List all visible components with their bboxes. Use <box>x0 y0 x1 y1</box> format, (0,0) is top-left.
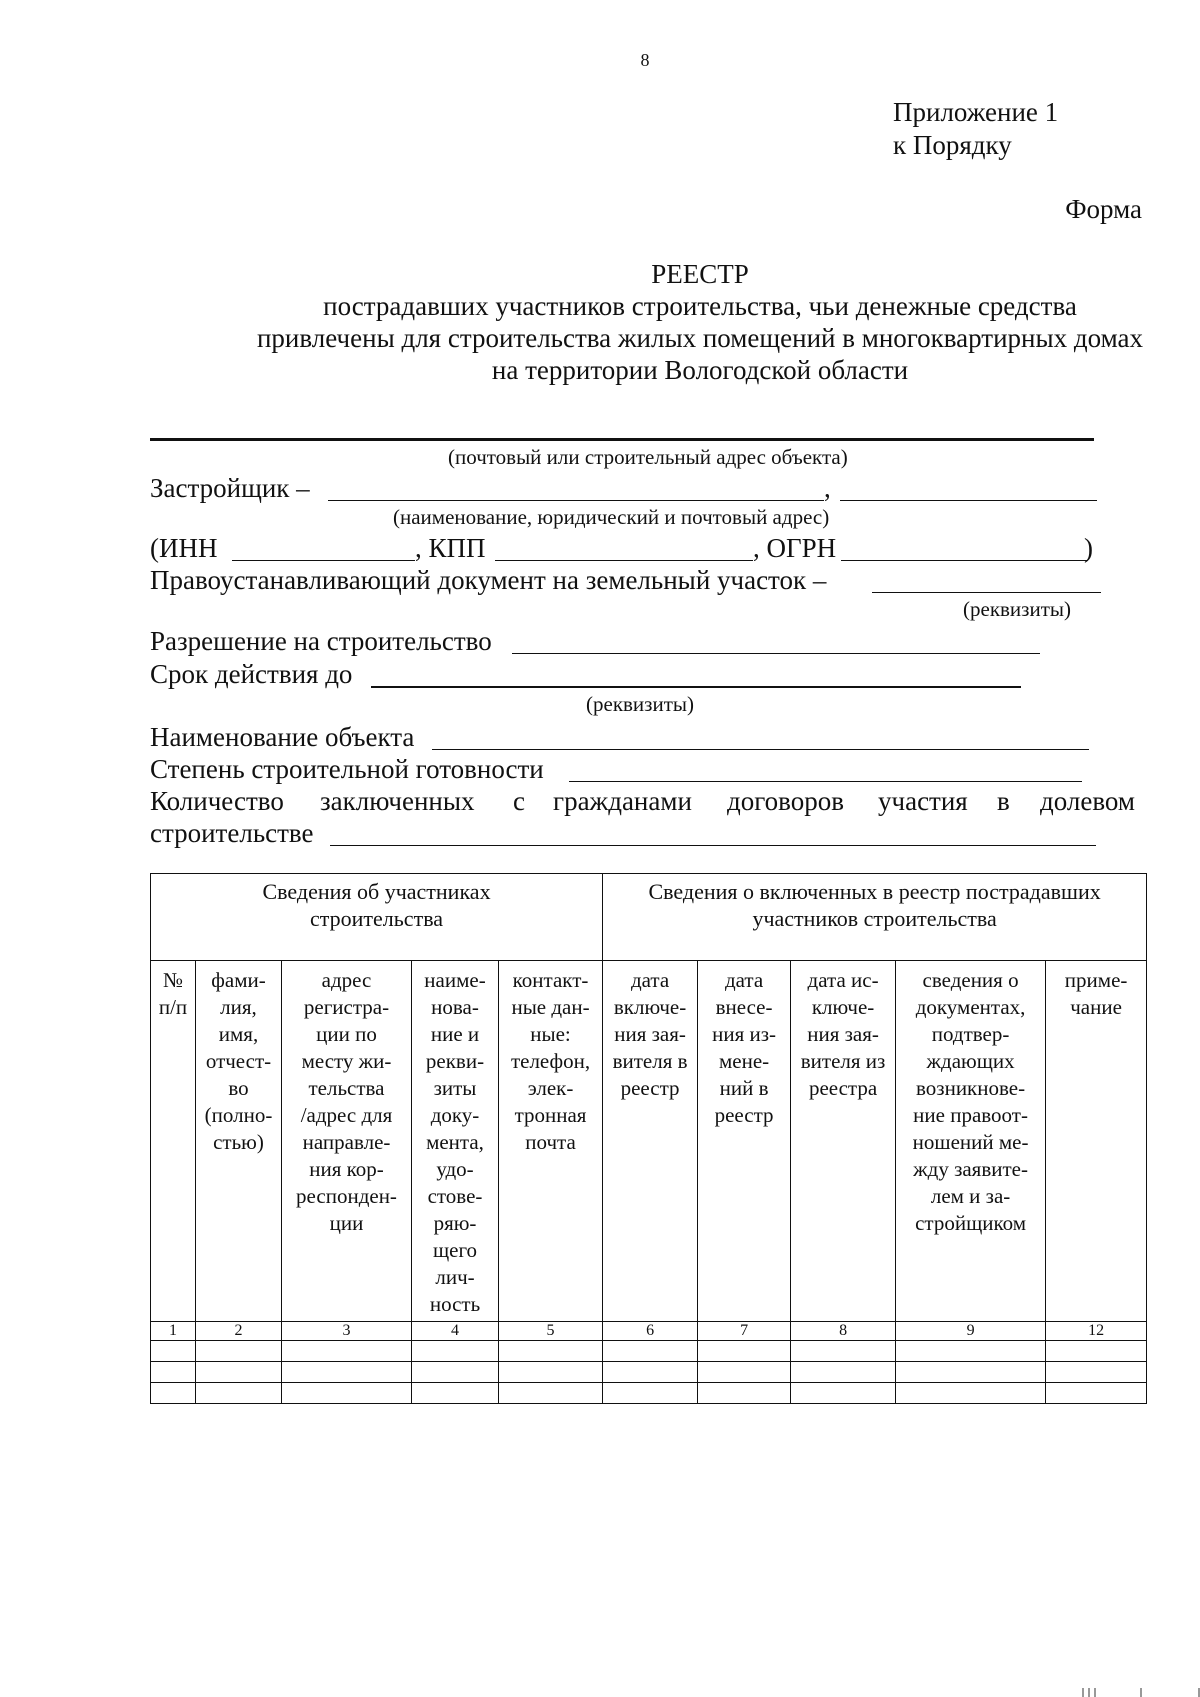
header-contacts: контакт- ные дан- ные: телефон, элек- тронная почта <box>499 961 603 1322</box>
appendix-note <box>893 96 1058 162</box>
document-title <box>120 258 1200 386</box>
label-ogrn: , ОГРН <box>753 533 837 563</box>
inn-line <box>232 560 415 561</box>
page-number: 8 <box>640 50 650 70</box>
column-number: 8 <box>791 1322 896 1341</box>
contracts-line-2: строительстве <box>150 818 314 848</box>
group-participants-info: Сведения об участниках строительства <box>151 874 603 961</box>
header-exclusion-date: дата ис- ключе- ния зая- вителя из реестра <box>791 961 896 1322</box>
table-cell <box>499 1362 603 1383</box>
table-cell <box>791 1362 896 1383</box>
header-inclusion-date: дата включе- ния зая- вителя в реестр <box>603 961 698 1322</box>
column-number: 6 <box>603 1322 698 1341</box>
table-cell <box>698 1383 791 1404</box>
table-cell <box>791 1341 896 1362</box>
ogrn-close-paren: ) <box>1084 533 1093 563</box>
label-valid-until: Срок действия до <box>150 659 353 689</box>
column-number: 5 <box>499 1322 603 1341</box>
table-cell <box>896 1362 1046 1383</box>
contracts-word-2: заключенных <box>320 786 475 816</box>
land-document-line <box>872 592 1101 593</box>
table-cell <box>196 1383 282 1404</box>
table-cell <box>196 1362 282 1383</box>
object-name-line <box>432 749 1089 750</box>
developer-comma: , <box>824 473 831 503</box>
hint-requisites-right: (реквизиты) <box>963 597 1071 621</box>
label-permit: Разрешение на строительство <box>150 626 492 656</box>
table-cell <box>1046 1383 1147 1404</box>
column-number: 1 <box>151 1322 196 1341</box>
table-cell <box>603 1362 698 1383</box>
header-note: приме- чание <box>1046 961 1147 1322</box>
hint-requisites-center: (реквизиты) <box>586 692 694 716</box>
table-cell <box>698 1341 791 1362</box>
appendix-line-1: Приложение 1 <box>893 97 1059 127</box>
contracts-word-8: долевом <box>1040 786 1135 816</box>
column-number: 9 <box>896 1322 1046 1341</box>
appendix-line-2: к Порядку <box>893 130 1012 160</box>
form-label: Форма <box>1065 194 1142 224</box>
object-address-line <box>150 438 1094 441</box>
registry-table <box>150 873 1147 1404</box>
label-kpp: , КПП <box>415 533 486 563</box>
table-cell <box>412 1383 499 1404</box>
label-developer: Застройщик – <box>150 473 310 503</box>
contracts-word-3: с <box>513 786 525 816</box>
column-number: 4 <box>412 1322 499 1341</box>
table-group-row <box>151 874 1147 961</box>
table-cell <box>896 1383 1046 1404</box>
valid-until-line <box>371 686 1021 688</box>
header-number: № п/п <box>151 961 196 1322</box>
table-number-row <box>151 1322 1147 1341</box>
title-line-3: на территории Вологодской области <box>491 355 909 385</box>
readiness-line <box>569 781 1082 782</box>
title-line-1: пострадавших участников строительства, чьи денежные средства <box>323 291 1077 321</box>
table-cell <box>412 1341 499 1362</box>
header-change-date: дата внесе- ния из- мене- ний в реестр <box>698 961 791 1322</box>
label-object-name: Наименование объекта <box>150 722 415 752</box>
table-cell <box>151 1362 196 1383</box>
table-row <box>151 1383 1147 1404</box>
table-cell <box>499 1341 603 1362</box>
table-cell <box>1046 1362 1147 1383</box>
table-cell <box>1046 1341 1147 1362</box>
permit-line <box>512 653 1040 654</box>
column-number: 3 <box>282 1322 412 1341</box>
table-row <box>151 1341 1147 1362</box>
group-registry-info: Сведения о включенных в реестр пострадавших участников строительства <box>603 874 1147 961</box>
table-cell <box>282 1383 412 1404</box>
contracts-word-6: участия <box>878 786 968 816</box>
table-cell <box>791 1383 896 1404</box>
table-row <box>151 1362 1147 1383</box>
table-header-row <box>151 961 1147 1322</box>
table-cell <box>151 1383 196 1404</box>
table-cell <box>499 1383 603 1404</box>
hint-object-address: (почтовый или строительный адрес объекта) <box>448 445 848 469</box>
column-number: 12 <box>1046 1322 1147 1341</box>
contracts-word-7: в <box>997 786 1010 816</box>
header-address: адрес регистра- ции по месту жи- тельства /адрес для направле- ния кор- респонден- ции <box>282 961 412 1322</box>
table-cell <box>698 1362 791 1383</box>
contracts-word-1: Количество <box>150 786 284 816</box>
header-id-document: наиме- нова- ние и рекви- зиты доку- мента, удо- стове- ряю- щего лич- ность <box>412 961 499 1322</box>
kpp-line <box>495 560 753 561</box>
developer-name-line <box>328 500 824 501</box>
contracts-word-4: гражданами <box>553 786 692 816</box>
table-cell <box>603 1383 698 1404</box>
column-number: 7 <box>698 1322 791 1341</box>
scan-artifact <box>1080 1685 1200 1697</box>
table-cell <box>412 1362 499 1383</box>
developer-address-line <box>840 500 1097 501</box>
header-full-name: фами- лия, имя, отчест- во (полно- стью) <box>196 961 282 1322</box>
table-cell <box>282 1341 412 1362</box>
table-cell <box>896 1341 1046 1362</box>
label-inn: (ИНН <box>150 533 218 563</box>
ogrn-line <box>841 560 1088 561</box>
column-number: 2 <box>196 1322 282 1341</box>
contracts-count-line <box>330 845 1096 846</box>
table-cell <box>196 1341 282 1362</box>
title-heading: РЕЕСТР <box>651 259 749 289</box>
header-documents-info: сведения о документах, подтвер- ждающих возникнове- ние правоот- ношений ме- жду заявите- лем и за- стройщиком <box>896 961 1046 1322</box>
table-cell <box>151 1341 196 1362</box>
table-cell <box>282 1362 412 1383</box>
label-land-document: Правоустанавливающий документ на земельный участок – <box>150 565 827 595</box>
contracts-word-5: договоров <box>727 786 844 816</box>
hint-developer: (наименование, юридический и почтовый адрес) <box>393 505 830 529</box>
table-cell <box>603 1341 698 1362</box>
label-readiness: Степень строительной готовности <box>150 754 544 784</box>
title-line-2: привлечены для строительства жилых помещений в многоквартирных домах <box>256 323 1144 353</box>
